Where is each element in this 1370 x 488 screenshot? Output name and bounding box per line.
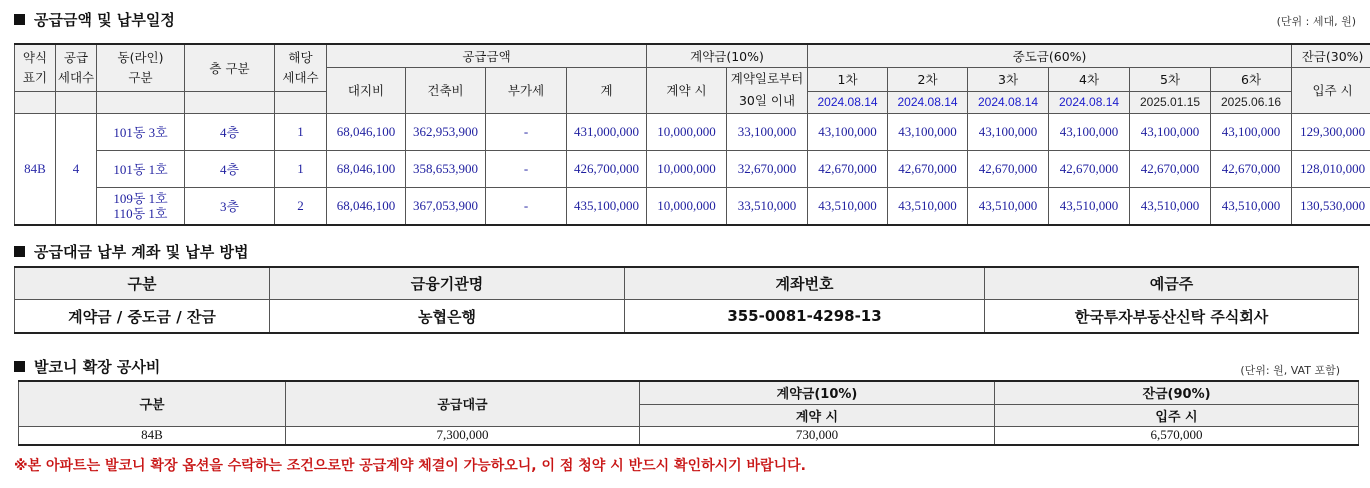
balance-cell: 128,010,000 bbox=[1292, 150, 1370, 187]
vat-cell: - bbox=[486, 150, 567, 187]
building-cell: 362,953,900 bbox=[406, 113, 486, 150]
floor-cell: 4층 bbox=[185, 113, 275, 150]
header-account-holder: 예금주 bbox=[985, 267, 1359, 300]
balcony-unit-note: (단위: 원, VAT 포함) bbox=[1240, 364, 1340, 377]
interim-cell: 42,670,000 bbox=[888, 150, 968, 187]
balcony-supply-cell: 7,300,000 bbox=[286, 426, 640, 445]
land-cell: 68,046,100 bbox=[327, 187, 406, 225]
header-supply-amount: 공급금액 bbox=[327, 44, 647, 67]
interim-date-1: 2024.08.14 bbox=[808, 91, 888, 113]
header-target-households: 해당 세대수 bbox=[275, 44, 327, 91]
header-balance-sub: 입주 시 bbox=[995, 404, 1359, 426]
header-interim-round-5: 5차 bbox=[1130, 67, 1211, 91]
header-deposit-30days: 계약일로부터 30일 이내 bbox=[727, 67, 808, 113]
header-blank-3 bbox=[97, 91, 185, 113]
header-blank-5 bbox=[275, 91, 327, 113]
interim-cell: 42,670,000 bbox=[1049, 150, 1130, 187]
square-bullet-icon bbox=[14, 246, 25, 257]
floor-cell: 4층 bbox=[185, 150, 275, 187]
header-move-in: 입주 시 bbox=[1292, 67, 1370, 113]
header-category: 구분 bbox=[15, 267, 270, 300]
interim-cell: 43,510,000 bbox=[1211, 187, 1292, 225]
header-building: 건축비 bbox=[406, 67, 486, 113]
deposit1-cell: 10,000,000 bbox=[647, 187, 727, 225]
header-interim-round-4: 4차 bbox=[1049, 67, 1130, 91]
interim-cell: 42,670,000 bbox=[968, 150, 1049, 187]
header-account-number: 계좌번호 bbox=[625, 267, 985, 300]
interim-cell: 43,100,000 bbox=[888, 113, 968, 150]
balance-cell: 130,530,000 bbox=[1292, 187, 1370, 225]
building-cell: 367,053,900 bbox=[406, 187, 486, 225]
interim-cell: 43,510,000 bbox=[968, 187, 1049, 225]
interim-date-4: 2024.08.14 bbox=[1049, 91, 1130, 113]
header-blank-4 bbox=[185, 91, 275, 113]
balcony-warning-note: ※본 아파트는 발코니 확장 옵션을 수락하는 조건으로만 공급계약 체결이 가능하오니, 이 점 청약 시 반드시 확인하시기 바랍니다. bbox=[14, 458, 806, 474]
interim-date-5: 2025.01.15 bbox=[1130, 91, 1211, 113]
bank-name-cell: 농협은행 bbox=[270, 300, 625, 334]
interim-date-3: 2024.08.14 bbox=[968, 91, 1049, 113]
supply-count-cell: 4 bbox=[56, 113, 97, 225]
total-cell: 426,700,000 bbox=[567, 150, 647, 187]
count-cell: 1 bbox=[275, 113, 327, 150]
deposit2-cell: 32,670,000 bbox=[727, 150, 808, 187]
deposit1-cell: 10,000,000 bbox=[647, 150, 727, 187]
account-holder-cell: 한국투자부동산신탁 주식회사 bbox=[985, 300, 1359, 334]
section-balcony-title bbox=[14, 356, 160, 377]
interim-cell: 42,670,000 bbox=[808, 150, 888, 187]
table-row bbox=[15, 150, 1370, 187]
count-cell: 1 bbox=[275, 150, 327, 187]
balcony-cost-table bbox=[18, 380, 1359, 446]
vat-cell: - bbox=[486, 113, 567, 150]
table-row bbox=[15, 300, 1359, 334]
header-balance: 잔금(90%) bbox=[995, 381, 1359, 404]
header-blank-2 bbox=[56, 91, 97, 113]
interim-cell: 43,100,000 bbox=[808, 113, 888, 150]
section-supply-title-text: 공급금액 및 납부일정 bbox=[34, 11, 175, 29]
section-account-title bbox=[14, 241, 248, 262]
table-row bbox=[15, 113, 1370, 150]
vat-cell: - bbox=[486, 187, 567, 225]
dong-cell: 101동 3호 bbox=[97, 113, 185, 150]
interim-cell: 43,100,000 bbox=[968, 113, 1049, 150]
header-vat: 부가세 bbox=[486, 67, 567, 113]
interim-cell: 43,100,000 bbox=[1211, 113, 1292, 150]
interim-cell: 43,100,000 bbox=[1049, 113, 1130, 150]
interim-cell: 42,670,000 bbox=[1130, 150, 1211, 187]
payment-account-table bbox=[14, 266, 1359, 334]
interim-cell: 42,670,000 bbox=[1211, 150, 1292, 187]
interim-cell: 43,510,000 bbox=[808, 187, 888, 225]
header-interim-round-3: 3차 bbox=[968, 67, 1049, 91]
total-cell: 431,000,000 bbox=[567, 113, 647, 150]
deposit1-cell: 10,000,000 bbox=[647, 113, 727, 150]
interim-cell: 43,510,000 bbox=[1130, 187, 1211, 225]
total-cell: 435,100,000 bbox=[567, 187, 647, 225]
header-interim-round-6: 6차 bbox=[1211, 67, 1292, 91]
balance-cell: 129,300,000 bbox=[1292, 113, 1370, 150]
count-cell: 2 bbox=[275, 187, 327, 225]
building-cell: 358,653,900 bbox=[406, 150, 486, 187]
square-bullet-icon bbox=[14, 361, 25, 372]
balcony-balance-cell: 6,570,000 bbox=[995, 426, 1359, 445]
interim-cell: 43,510,000 bbox=[888, 187, 968, 225]
type-cell: 84B bbox=[15, 113, 56, 225]
land-cell: 68,046,100 bbox=[327, 150, 406, 187]
deposit2-cell: 33,510,000 bbox=[727, 187, 808, 225]
table-row bbox=[19, 426, 1359, 445]
square-bullet-icon bbox=[14, 14, 25, 25]
payment-category-cell: 계약금 / 중도금 / 잔금 bbox=[15, 300, 270, 334]
header-category: 구분 bbox=[19, 381, 286, 426]
header-deposit-contract: 계약 시 bbox=[647, 67, 727, 113]
header-deposit: 계약금(10%) bbox=[647, 44, 808, 67]
balcony-category-cell: 84B bbox=[19, 426, 286, 445]
deposit2-cell: 33,100,000 bbox=[727, 113, 808, 150]
header-deposit-sub: 계약 시 bbox=[640, 404, 995, 426]
floor-cell: 3층 bbox=[185, 187, 275, 225]
section-balcony-title-text: 발코니 확장 공사비 bbox=[34, 358, 161, 376]
supply-unit-note: (단위 : 세대, 원) bbox=[1276, 15, 1356, 28]
header-supply: 공급대금 bbox=[286, 381, 640, 426]
header-balance: 잔금(30%) bbox=[1292, 44, 1370, 67]
interim-date-2: 2024.08.14 bbox=[888, 91, 968, 113]
supply-price-table bbox=[14, 43, 1370, 226]
land-cell: 68,046,100 bbox=[327, 113, 406, 150]
header-blank-1 bbox=[15, 91, 56, 113]
header-interim: 중도금(60%) bbox=[808, 44, 1292, 67]
header-interim-round-1: 1차 bbox=[808, 67, 888, 91]
header-floor: 층 구분 bbox=[185, 44, 275, 91]
interim-cell: 43,510,000 bbox=[1049, 187, 1130, 225]
header-dong-line: 동(라인) 구분 bbox=[97, 44, 185, 91]
header-total: 계 bbox=[567, 67, 647, 113]
account-number-cell: 355-0081-4298-13 bbox=[625, 300, 985, 334]
header-land: 대지비 bbox=[327, 67, 406, 113]
section-account-title-text: 공급대금 납부 계좌 및 납부 방법 bbox=[34, 243, 249, 261]
header-type: 약식 표기 bbox=[15, 44, 56, 91]
header-interim-round-2: 2차 bbox=[888, 67, 968, 91]
header-supply-households: 공급 세대수 bbox=[56, 44, 97, 91]
header-deposit: 계약금(10%) bbox=[640, 381, 995, 404]
interim-date-6: 2025.06.16 bbox=[1211, 91, 1292, 113]
section-supply-title bbox=[14, 9, 175, 30]
table-row bbox=[15, 187, 1370, 225]
interim-cell: 43,100,000 bbox=[1130, 113, 1211, 150]
dong-cell: 109동 1호 110동 1호 bbox=[97, 187, 185, 225]
dong-cell: 101동 1호 bbox=[97, 150, 185, 187]
header-bank: 금융기관명 bbox=[270, 267, 625, 300]
balcony-deposit-cell: 730,000 bbox=[640, 426, 995, 445]
